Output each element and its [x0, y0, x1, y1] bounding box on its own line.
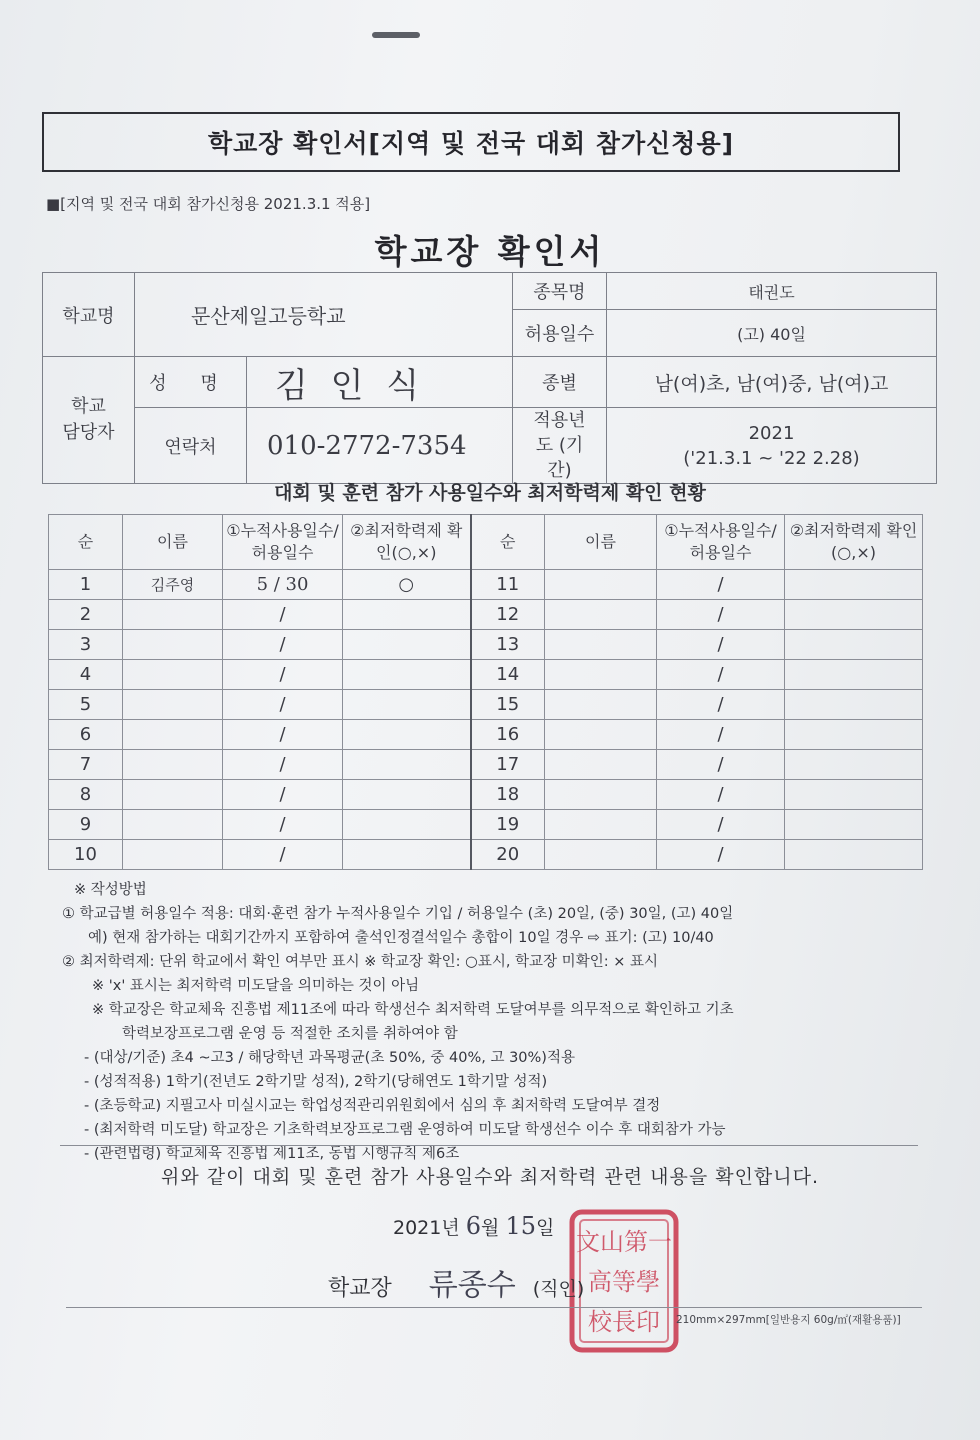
- table-row: [49, 600, 923, 630]
- participation-status-table: [48, 514, 923, 870]
- academic-check: [785, 750, 923, 780]
- table-row: [49, 810, 923, 840]
- academic-check: [785, 600, 923, 630]
- days-used: /: [657, 660, 785, 690]
- student-name: [545, 600, 657, 630]
- table-row: [49, 750, 923, 780]
- academic-check: [343, 630, 471, 660]
- footer-rule: [66, 1307, 922, 1308]
- student-name: [123, 810, 223, 840]
- row-number: 14: [471, 660, 545, 690]
- date-day: 15: [505, 1212, 536, 1240]
- days-used: /: [223, 720, 343, 750]
- instructions-block: [62, 878, 942, 1166]
- applicability-note: ■[지역 및 전국 대회 참가신청용 2021.3.1 적용]: [46, 195, 371, 213]
- staff-contact-label: 연락처: [135, 408, 247, 484]
- svg-text:高等學: 高等學: [588, 1268, 660, 1296]
- student-name: [545, 570, 657, 600]
- year-value: 2021: [748, 422, 795, 444]
- academic-check: [785, 630, 923, 660]
- instruction-line: ※ 학교장은 학교체육 진흥법 제11조에 따라 학생선수 최저학력 도달여부를 의무적으로 확인하고 기초: [92, 1002, 734, 1018]
- academic-check: [785, 780, 923, 810]
- student-name: [123, 690, 223, 720]
- days-used: /: [657, 810, 785, 840]
- table-row: [49, 840, 923, 870]
- confirmation-statement: 위와 같이 대회 및 훈련 참가 사용일수와 최저학력 관련 내용을 확인합니다.: [160, 1166, 820, 1188]
- staff-name-label: 성 명: [135, 357, 247, 408]
- col-header-days-right: ①누적사용일수/허용일수: [657, 515, 785, 570]
- days-used: /: [657, 840, 785, 870]
- instruction-line: ※ 'x' 표시는 최저학력 미도달을 의미하는 것이 아님: [92, 978, 420, 994]
- student-name: [545, 690, 657, 720]
- academic-check: [343, 600, 471, 630]
- row-number: 9: [49, 810, 123, 840]
- academic-check: [785, 720, 923, 750]
- student-name: [545, 750, 657, 780]
- student-name: [123, 630, 223, 660]
- staff-name-value: 김 인 식: [247, 357, 513, 408]
- row-number: 6: [49, 720, 123, 750]
- days-used: /: [223, 810, 343, 840]
- document-title: 학교장 확인서: [374, 232, 606, 271]
- student-name: [123, 750, 223, 780]
- academic-check: [343, 840, 471, 870]
- category-label: 종별: [513, 357, 607, 408]
- table-row: [49, 720, 923, 750]
- col-header-name-right: 이름: [545, 515, 657, 570]
- staff-contact-value: 010-2772-7354: [247, 408, 513, 484]
- principal-label: 학교장: [328, 1276, 392, 1301]
- days-used: /: [657, 600, 785, 630]
- row-number: 16: [471, 720, 545, 750]
- sport-value: 태권도: [607, 273, 937, 310]
- student-name: [545, 630, 657, 660]
- row-number: 5: [49, 690, 123, 720]
- academic-check: [343, 660, 471, 690]
- days-used: /: [657, 570, 785, 600]
- days-used: /: [657, 630, 785, 660]
- table-row: [49, 570, 923, 600]
- instruction-line: 예) 현재 참가하는 대회기간까지 포함하여 출석인정결석일수 총합이 10일 경우 ⇨ 표기: (고) 10/40: [88, 930, 714, 946]
- student-name: [545, 810, 657, 840]
- school-name-value: 문산제일고등학교: [135, 273, 513, 357]
- instruction-line: - (대상/기준) 초4 ~고3 / 해당학년 과목평균(초 50%, 중 40%, 고 30%)적용: [84, 1050, 575, 1066]
- days-used: /: [223, 630, 343, 660]
- banner-title: 학교장 확인서[지역 및 전국 대회 참가신청용]: [42, 112, 900, 172]
- instruction-line: 학력보장프로그램 운영 등 적절한 조치를 취하여야 함: [122, 1026, 458, 1042]
- row-number: 11: [471, 570, 545, 600]
- school-name-label: 학교명: [43, 273, 135, 357]
- seal-label: (직인): [532, 1278, 585, 1300]
- row-number: 17: [471, 750, 545, 780]
- date-day-unit: 일: [536, 1217, 555, 1239]
- table-row: [49, 630, 923, 660]
- row-number: 19: [471, 810, 545, 840]
- academic-check: [785, 690, 923, 720]
- student-name: [545, 780, 657, 810]
- row-number: 12: [471, 600, 545, 630]
- row-number: 10: [49, 840, 123, 870]
- principal-signature: 류종수: [428, 1268, 516, 1303]
- row-number: 18: [471, 780, 545, 810]
- academic-check: [343, 690, 471, 720]
- row-number: 4: [49, 660, 123, 690]
- academic-check: [343, 720, 471, 750]
- instruction-line: - (관련법령) 학교체육 진흥법 제11조, 동법 시행규칙 제6조: [84, 1146, 460, 1162]
- academic-check: [343, 750, 471, 780]
- days-used: /: [657, 690, 785, 720]
- col-header-days-left: ①누적사용일수/허용일수: [223, 515, 343, 570]
- row-number: 13: [471, 630, 545, 660]
- section-divider: [60, 1145, 918, 1146]
- status-section-title: 대회 및 훈련 참가 사용일수와 최저학력제 확인 현황: [274, 482, 706, 504]
- days-used: /: [223, 780, 343, 810]
- days-used: 5 / 30: [223, 570, 343, 600]
- row-number: 7: [49, 750, 123, 780]
- col-header-no-right: 순: [471, 515, 545, 570]
- row-number: 1: [49, 570, 123, 600]
- days-used: /: [657, 720, 785, 750]
- days-used: /: [223, 750, 343, 780]
- col-header-check-left: ②최저학력제 확인(○,×): [343, 515, 471, 570]
- student-name: [545, 840, 657, 870]
- svg-text:文山第一: 文山第一: [576, 1228, 672, 1256]
- row-number: 15: [471, 690, 545, 720]
- instruction-line: - (초등학교) 지필고사 미실시교는 학업성적관리위원회에서 심의 후 최저학력 도달여부 결정: [84, 1098, 661, 1114]
- date-month: 6: [465, 1212, 482, 1240]
- student-name: [123, 720, 223, 750]
- table-row: [49, 780, 923, 810]
- row-number: 3: [49, 630, 123, 660]
- instruction-line: ① 학교급별 허용일수 적용: 대회·훈련 참가 누적사용일수 기입 / 허용일수 (초) 20일, (중) 30일, (고) 40일: [62, 906, 734, 922]
- date-year: 2021년: [393, 1217, 460, 1239]
- academic-check: [343, 780, 471, 810]
- instruction-line: - (성적적용) 1학기(전년도 2학기말 성적), 2학기(당해연도 1학기말 성적): [84, 1074, 548, 1090]
- paper-spec: 210mm×297mm[일반용지 60g/㎡(재활용품)]: [676, 1314, 901, 1326]
- student-name: [123, 840, 223, 870]
- academic-check: [785, 840, 923, 870]
- student-name: 김주영: [123, 570, 223, 600]
- category-value: 남(여)초, 남(여)중, 남(여)고: [607, 357, 937, 408]
- academic-check: [343, 810, 471, 840]
- instructions-heading: ※ 작성방법: [74, 882, 147, 898]
- student-name: [123, 600, 223, 630]
- row-number: 2: [49, 600, 123, 630]
- student-name: [545, 720, 657, 750]
- student-name: [545, 660, 657, 690]
- days-used: /: [223, 690, 343, 720]
- punch-hole-mark: [372, 32, 420, 38]
- col-header-name-left: 이름: [123, 515, 223, 570]
- row-number: 20: [471, 840, 545, 870]
- period-value: ('21.3.1 ~ '22 2.28): [683, 447, 860, 469]
- svg-text:校長印: 校長印: [588, 1308, 660, 1336]
- days-used: /: [223, 660, 343, 690]
- days-used: /: [657, 780, 785, 810]
- row-number: 8: [49, 780, 123, 810]
- principal-signature-line: [328, 1260, 584, 1304]
- academic-check: ○: [343, 570, 471, 600]
- sport-label: 종목명: [513, 273, 607, 310]
- date-month-unit: 월: [481, 1217, 500, 1239]
- allowed-days-value: (고) 40일: [607, 310, 937, 357]
- academic-check: [785, 810, 923, 840]
- academic-check: [785, 660, 923, 690]
- days-used: /: [657, 750, 785, 780]
- table-row: [49, 690, 923, 720]
- instruction-line: ② 최저학력제: 단위 학교에서 확인 여부만 표시 ※ 학교장 확인: ○표시, 학교장 미확인: × 표시: [62, 954, 658, 970]
- academic-check: [785, 570, 923, 600]
- school-info-table: [42, 272, 937, 484]
- student-name: [123, 780, 223, 810]
- instruction-line: - (최저학력 미도달) 학교장은 기초학력보장프로그램 운영하여 미도달 학생선수 이수 후 대회참가 가능: [84, 1122, 726, 1138]
- issue-date: [393, 1212, 554, 1240]
- year-cell: [607, 408, 937, 484]
- year-label: 적용년도 (기간): [513, 408, 607, 484]
- days-used: /: [223, 840, 343, 870]
- table-row: [49, 660, 923, 690]
- days-used: /: [223, 600, 343, 630]
- staff-label: 학교 담당자: [43, 357, 135, 484]
- student-name: [123, 660, 223, 690]
- col-header-no-left: 순: [49, 515, 123, 570]
- col-header-check-right: ②최저학력제 확인(○,×): [785, 515, 923, 570]
- allowed-days-label: 허용일수: [513, 310, 607, 357]
